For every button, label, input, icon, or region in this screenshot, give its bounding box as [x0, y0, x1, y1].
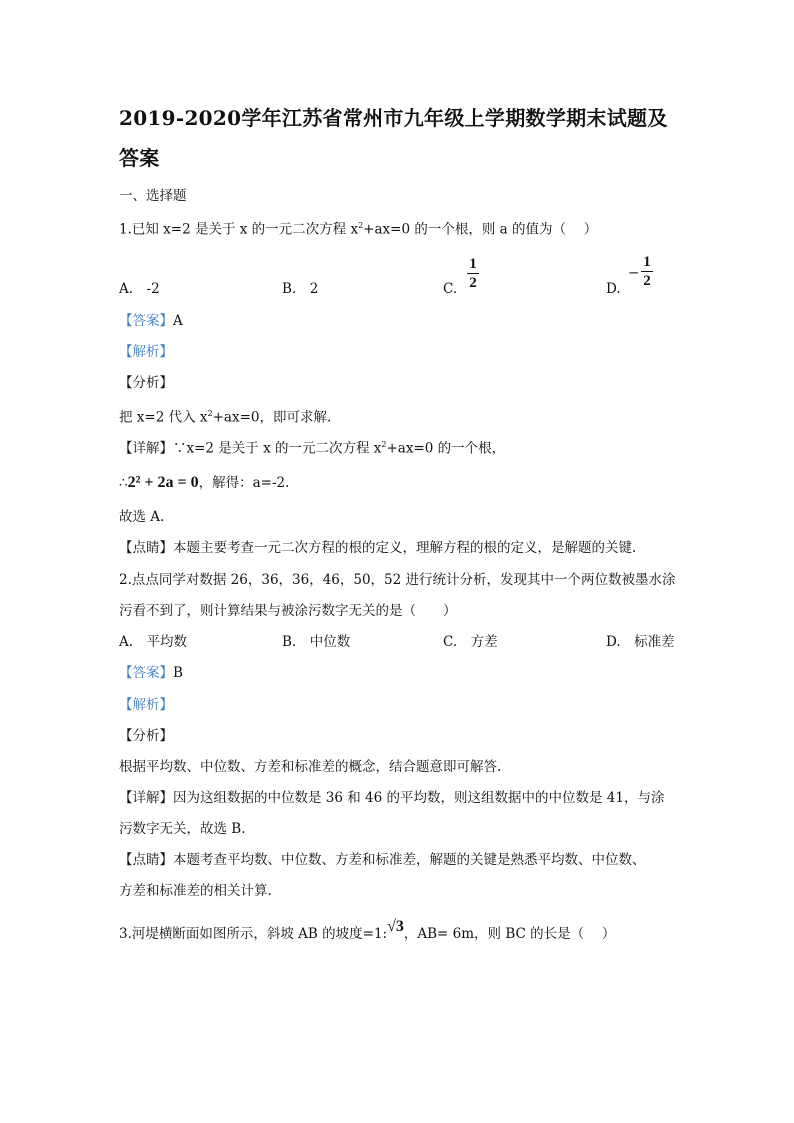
q2-fenxi-label: 【分析】	[119, 728, 173, 744]
q2-fenxi-text: 根据平均数、中位数、方差和标准差的概念，结合题意即可解答.	[119, 759, 502, 775]
q2-option-a: A. 平均数	[119, 634, 188, 650]
q2-stem-line2: 污看不到了，则计算结果与被涂污数字无关的是（ ）	[119, 603, 457, 619]
q2-option-d: D. 标准差	[606, 634, 675, 650]
q1-stem: 1.已知 x=2 是关于 x 的一元二次方程 $x^2+ax=0$ 的一个根，则 a 的值为（ ）	[119, 221, 598, 238]
doc-title-line1: 2019-2020学年江苏省常州市九年级上学期数学期末试题及	[119, 106, 668, 130]
q2-option-b: B. 中位数	[282, 634, 351, 650]
q1-dianjing: 【点睛】本题主要考查一元二次方程的根的定义，理解方程的根的定义，是解题的关键.	[119, 540, 637, 556]
q1-option-b: B. 2	[282, 281, 319, 297]
q1-answer: 【答案】A	[119, 313, 183, 329]
q1-option-c: C.	[443, 281, 458, 297]
q1-fenxi-text: 把 x=2 代入 $x^2+ax=0$，即可求解.	[119, 409, 332, 426]
section-heading: 一、选择题	[119, 188, 187, 204]
q3-stem: 3.河堤横断面如图所示，斜坡 AB 的坡度=1:√3，AB= 6m，则 BC 的长是（ ）	[119, 918, 616, 942]
q2-stem-line1: 2.点点同学对数据 26，36，36，46，50，52 进行统计分析，发现其中一个两位数被墨水涂	[119, 572, 676, 588]
q2-dianjing-line2: 方差和标准差的相关计算.	[119, 883, 272, 899]
q1-xiangjie: 【详解】∵x=2 是关于 x 的一元二次方程 $x^2+ax=0$ 的一个根，	[119, 440, 506, 457]
q2-answer: 【答案】B	[119, 665, 183, 681]
q2-xiangjie-line2: 污数字无关，故选 B.	[119, 821, 246, 837]
q1-option-d-minus: −	[628, 265, 640, 281]
q2-xiangjie-line1: 【详解】因为这组数据的中位数是 36 和 46 的平均数，则这组数据中的中位数是 41，与涂	[119, 790, 665, 806]
q1-fenxi-label: 【分析】	[119, 375, 173, 391]
q1-option-c-fraction: 1 2	[467, 256, 479, 291]
q1-equation-line: ∴2² + 2a = 0，解得：a=-2.	[119, 474, 290, 491]
q1-option-d: D.	[606, 281, 621, 297]
q1-option-d-fraction: 1 2	[641, 254, 653, 289]
q1-choose: 故选 A.	[119, 509, 165, 525]
q1-jiexi: 【解析】	[119, 344, 173, 360]
q1-option-a: A. -2	[119, 281, 160, 297]
doc-title-line2: 答案	[119, 146, 160, 170]
q2-jiexi: 【解析】	[119, 697, 173, 713]
q2-dianjing-line1: 【点睛】本题考查平均数、中位数、方差和标准差，解题的关键是熟悉平均数、中位数、	[119, 852, 646, 868]
q2-option-c: C. 方差	[443, 634, 498, 650]
